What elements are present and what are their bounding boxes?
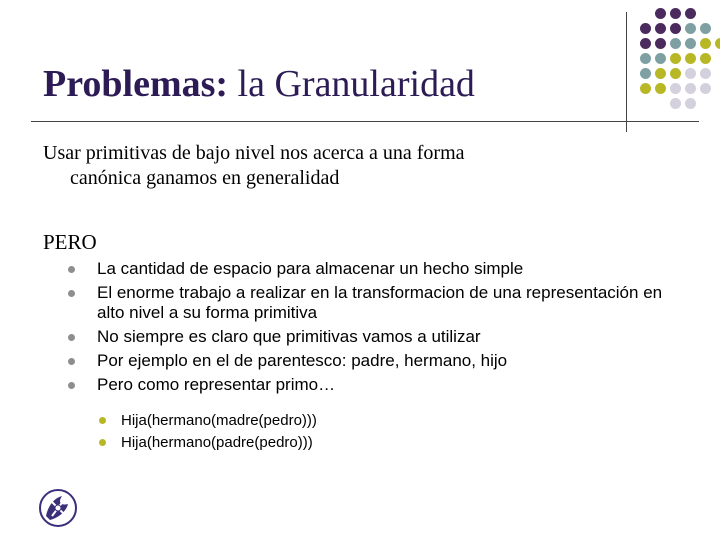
sub-bullet-text: Hija(hermano(padre(pedro))) <box>121 434 313 451</box>
list-item <box>66 375 666 395</box>
bullet-text: No siempre es claro que primitivas vamos a utilizar <box>97 327 481 346</box>
decorative-dot <box>655 68 666 79</box>
pero-heading: PERO <box>43 230 97 254</box>
decorative-dot <box>700 83 711 94</box>
decorative-dot <box>670 38 681 49</box>
decorative-dot <box>670 53 681 64</box>
decorative-dot <box>655 83 666 94</box>
decorative-dot <box>685 68 696 79</box>
decorative-dot <box>685 98 696 109</box>
decorative-dot <box>655 38 666 49</box>
decorative-dot <box>670 98 681 109</box>
decorative-dot <box>655 23 666 34</box>
decorative-dot <box>670 23 681 34</box>
list-item <box>96 411 317 430</box>
title-bold: Problemas: <box>43 63 229 105</box>
list-item <box>96 433 317 452</box>
intro-paragraph <box>43 141 603 191</box>
decorative-dot <box>700 38 711 49</box>
decorative-dot <box>685 23 696 34</box>
decorative-dot <box>700 53 711 64</box>
bullet-icon <box>68 358 75 365</box>
decorative-dot <box>685 83 696 94</box>
decorative-dot <box>640 53 651 64</box>
sub-bullet-icon <box>99 417 106 424</box>
bullet-text: La cantidad de espacio para almacenar un hecho simple <box>97 259 524 278</box>
intro-line-1: Usar primitivas de bajo nivel nos acerca a una forma <box>43 142 465 164</box>
decorative-dot <box>670 8 681 19</box>
decorative-dot <box>655 53 666 64</box>
bullet-text: El enorme trabajo a realizar en la transformacion de una representación en alto nivel a su forma primitiva <box>97 283 663 322</box>
bullet-icon <box>68 382 75 389</box>
list-item <box>66 283 666 323</box>
decorative-dot-grid <box>640 8 720 120</box>
bullet-text: Por ejemplo en el de parentesco: padre, hermano, hijo <box>97 351 508 370</box>
title-rest: la Granularidad <box>228 63 475 105</box>
main-bullet-list <box>66 259 666 399</box>
decorative-dot <box>685 38 696 49</box>
decorative-dot <box>700 23 711 34</box>
decorative-dot <box>700 68 711 79</box>
decorative-dot <box>640 23 651 34</box>
list-item <box>66 351 666 371</box>
decorative-dot <box>685 8 696 19</box>
decorative-dot <box>670 83 681 94</box>
sub-bullet-icon <box>99 439 106 446</box>
list-item <box>66 327 666 347</box>
slide-title <box>43 62 475 106</box>
decorative-dot <box>685 53 696 64</box>
bullet-icon <box>68 266 75 273</box>
list-item <box>66 259 666 279</box>
decorative-dot <box>640 83 651 94</box>
bullet-icon <box>68 290 75 297</box>
corner-divider <box>626 12 627 132</box>
sub-bullet-text: Hija(hermano(madre(pedro))) <box>121 412 317 429</box>
decorative-dot <box>670 68 681 79</box>
decorative-dot <box>655 8 666 19</box>
intro-line-2: canónica ganamos en generalidad <box>70 167 340 189</box>
bullet-text: Pero como representar primo… <box>97 375 336 394</box>
university-seal-icon <box>38 488 78 528</box>
decorative-dot <box>640 68 651 79</box>
sub-bullet-list <box>96 411 317 455</box>
decorative-dot <box>640 38 651 49</box>
decorative-dot <box>715 38 720 49</box>
title-divider <box>31 121 699 122</box>
bullet-icon <box>68 334 75 341</box>
